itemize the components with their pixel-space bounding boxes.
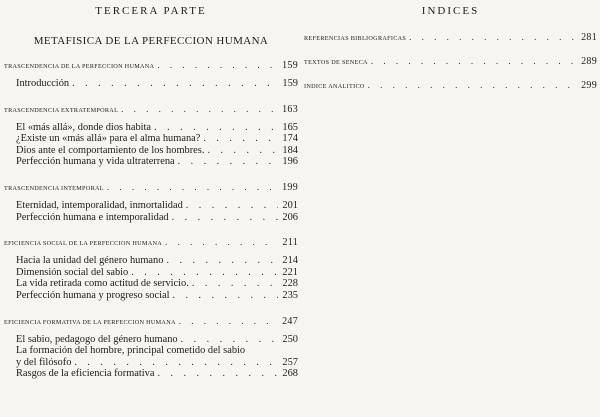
right-column [304,0,597,92]
toc-section [4,102,298,116]
entry-title: Perfección humana y vida ultraterrena [16,156,175,168]
page-number: 165 [282,121,298,133]
entry-title: ¿Existe un «más allá» para el alma humana? [16,133,201,145]
page-number: 159 [282,78,298,89]
toc-section [4,314,298,328]
toc-entry [4,278,298,290]
page-number: 281 [581,32,597,43]
left-column [4,0,298,380]
toc-section [4,235,298,249]
leader-dots [368,54,577,68]
page-number: 196 [282,156,298,168]
leader-dots [176,314,278,328]
leader-dots [71,357,278,369]
page-number: 163 [282,103,298,115]
entry-title: El sabio, pedagogo del género humano [16,333,178,345]
leader-dots [178,334,278,346]
page-number: 250 [282,333,298,345]
index-item [304,30,597,44]
toc-entry [4,122,298,134]
leader-dots [163,255,278,267]
section-title: TRASCENDENCIA EXTRATEMPORAL [4,106,119,114]
leader-dots [128,267,278,279]
toc-entry [4,368,298,380]
leader-dots [406,30,577,44]
toc-section [4,58,298,72]
section-title: EFICIENCIA SOCIAL DE LA PERFECCION HUMANA [4,240,162,248]
entry-title: Perfección humana y progreso social [16,289,170,301]
entry-title: La vida retirada como actitud de servicio. [16,278,189,290]
toc-entry [4,156,298,168]
page-number: 247 [282,315,298,327]
entry-title: Dimensión social del sabio [16,266,129,278]
page-number: 235 [282,289,298,301]
leader-dots [151,122,278,134]
toc-entry [4,200,298,212]
leader-dots [365,78,577,92]
leader-dots [204,145,278,157]
leader-dots [154,368,278,380]
toc-section [4,180,298,194]
page-number: 221 [282,266,298,278]
entry-title: Hacia la unidad del género humano [16,255,164,267]
index-title: TEXTOS DE SENECA [304,59,368,66]
leader-dots [118,102,278,116]
toc-entry [4,334,298,346]
page-number: 184 [282,144,298,156]
leader-dots [200,133,278,145]
page-number: 211 [282,237,298,249]
index-title: INDICE ANALITICO [304,83,365,90]
section-title: TRASCENDENCIA DE LA PERFECCION HUMANA [4,63,155,70]
leader-dots [169,212,278,224]
page-number: 268 [282,368,298,380]
leader-dots [170,290,279,302]
toc-entry-multiline [4,345,298,368]
toc-entry [4,78,298,90]
index-title: REFERENCIAS BIBLIOGRAFICAS [304,35,407,42]
page-number: 174 [282,133,298,145]
index-item [304,78,597,92]
leader-dots [175,156,278,168]
toc-entry [4,255,298,267]
entry-title: El «más allá», donde dios habita [16,121,152,133]
index-item [304,54,597,68]
toc-entry [4,145,298,157]
entry-title: Rasgos de la eficiencia formativa [16,368,155,380]
page-number: 228 [282,278,298,290]
entry-title: Perfección humana e intemporalidad [16,211,169,223]
section-title: EFICIENCIA FORMATIVA DE LA PERFECCION HUMANA [4,318,176,326]
page-number: 257 [282,356,298,368]
page-number: 299 [581,80,597,91]
page-number: 201 [282,199,298,211]
toc-entry [4,290,298,302]
part-heading: TERCERA PARTE [95,5,207,17]
entry-title: Dios ante el comportamiento de los hombres. [16,144,205,156]
leader-dots [104,180,278,194]
page-number: 289 [581,56,597,67]
leader-dots [69,78,278,90]
entry-title-line2: y del filósofo [16,356,72,368]
leader-dots [162,235,278,249]
part-title: METAFISICA DE LA PERFECCION HUMANA [33,35,269,47]
entry-title: Eternidad, intemporalidad, inmortalidad [16,199,183,211]
leader-dots [189,278,278,290]
indices-heading: INDICES [421,5,480,17]
toc-entry [4,212,298,224]
page-number: 214 [282,255,298,267]
page-number: 159 [282,60,298,71]
toc-entry [4,267,298,279]
leader-dots [154,58,278,72]
section-title: TRASCENDENCIA INTEMPORAL [4,184,104,192]
page-number: 206 [282,211,298,223]
page-number: 199 [282,181,298,193]
leader-dots [183,200,278,212]
entry-title: Introducción [16,78,70,89]
entry-title-line1: La formación del hombre, principal cometido del sabio [16,345,246,357]
toc-entry [4,133,298,145]
